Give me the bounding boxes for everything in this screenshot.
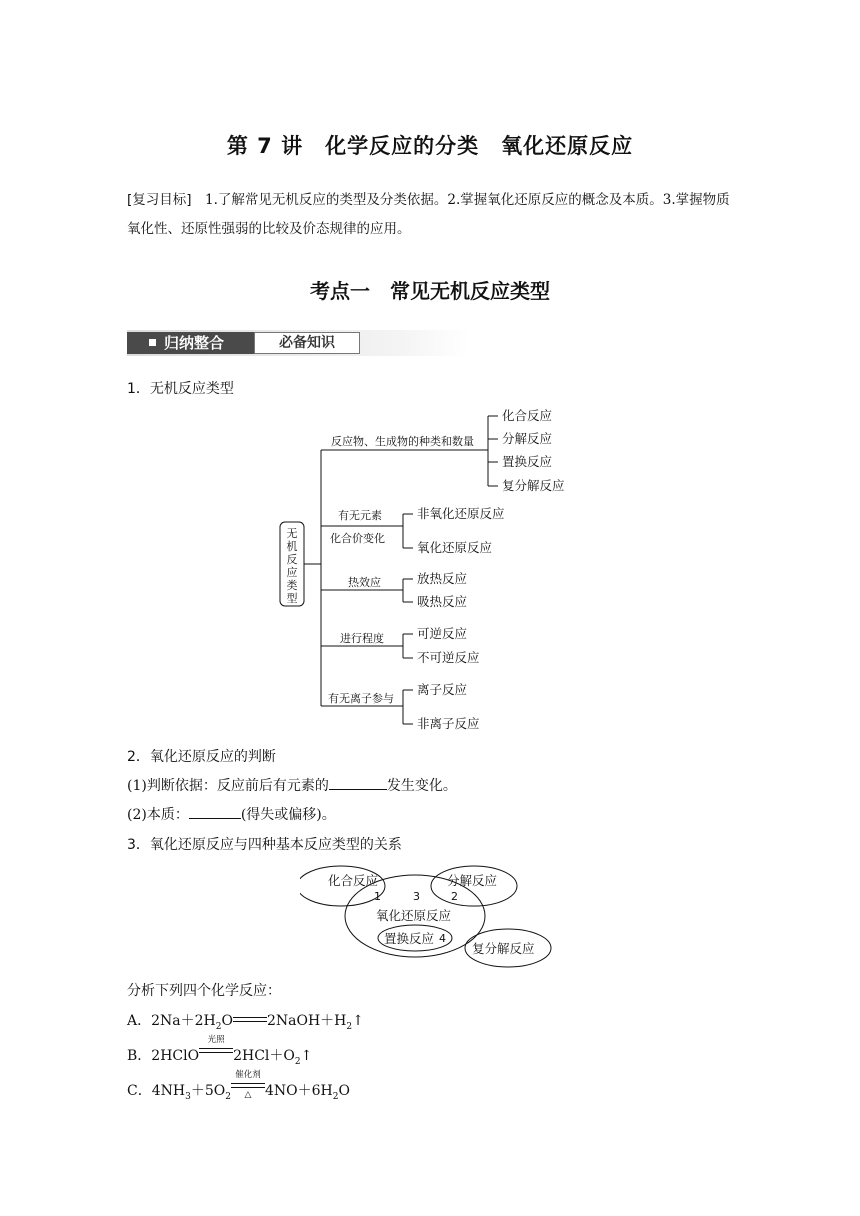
up-arrow-icon: ↑ (300, 1048, 313, 1064)
banner-light: 必备知识 (254, 332, 360, 354)
venn-number: 4 (439, 932, 446, 945)
leaf-label: 吸热反应 (417, 594, 468, 609)
leaf-label: 放热反应 (417, 571, 468, 586)
branch-label: 化合价变化 (330, 532, 385, 545)
condition-sign (231, 1070, 265, 1100)
venn-label: 氧化还原反应 (376, 908, 452, 923)
condition-top: 光照 (207, 1035, 225, 1045)
eq-sub: 3 (185, 1091, 191, 1102)
p1-text: (1)判断依据：反应前后有元素的 (127, 778, 329, 794)
heading-3: 3．氧化还原反应与四种基本反应类型的关系 (127, 837, 402, 853)
eq-part: O (338, 1083, 350, 1099)
up-arrow-icon: ↑ (352, 1013, 364, 1029)
leaf-label: 非氧化还原反应 (417, 506, 505, 521)
page-title: 第 7 讲 化学反应的分类 氧化还原反应 (226, 134, 634, 158)
fill-blank (329, 775, 387, 790)
eq-part: 2Na＋2H (151, 1013, 216, 1029)
eq-label: B． (127, 1048, 152, 1064)
review-objectives (127, 186, 739, 244)
equation-a (127, 1010, 364, 1032)
square-icon (149, 339, 156, 346)
leaf-label: 氧化还原反应 (417, 540, 493, 555)
eq-part: 4NH (151, 1083, 186, 1099)
eq-label: A． (127, 1013, 152, 1029)
section-banner (127, 330, 469, 356)
heading-1: 1．无机反应类型 (127, 381, 234, 397)
root-char: 型 (286, 592, 298, 605)
leaf-label: 分解反应 (502, 431, 553, 446)
banner-dark-label: 归纳整合 (164, 334, 225, 352)
heading-2: 2．氧化还原反应的判断 (127, 749, 276, 765)
equals-sign (233, 1015, 267, 1025)
venn-label: 分解反应 (447, 873, 498, 888)
paragraph-1 (127, 775, 457, 795)
venn-label: 化合反应 (328, 873, 379, 888)
root-char: 反 (286, 553, 298, 566)
leaf-label: 离子反应 (417, 682, 468, 697)
p1-text-end: 发生变化。 (386, 778, 457, 794)
branch-label: 有无离子参与 (328, 692, 394, 705)
eq-sub: 2 (294, 1056, 301, 1067)
venn-number: 3 (413, 890, 420, 903)
condition-top: 催化剂 (235, 1070, 261, 1080)
objectives-label: [复习目标] (127, 192, 192, 208)
p2-text-end: (得失或偏移)。 (240, 807, 336, 823)
condition-bottom: △ (244, 1090, 252, 1100)
leaf-label: 非离子反应 (417, 716, 480, 731)
branch-label: 进行程度 (340, 632, 384, 645)
leaf-label: 不可逆反应 (417, 650, 480, 665)
objectives-text: 1.了解常见无机反应的类型及分类依据。2.掌握氧化还原反应的概念及本质。3.掌握物质氧化性、还原性强弱的比较及价态规律的应用。 (127, 192, 730, 237)
root-char: 无 (286, 527, 298, 540)
banner-dark (127, 332, 254, 354)
eq-part: 2NaOH＋H (266, 1013, 347, 1029)
branch-label: 热效应 (348, 576, 381, 589)
branch-label: 有无元素 (338, 509, 382, 522)
leaf-label: 复分解反应 (502, 478, 565, 493)
leaf-label: 可逆反应 (417, 626, 468, 641)
classification-tree (270, 400, 590, 740)
venn-number: 2 (451, 890, 458, 903)
eq-part: O (221, 1013, 233, 1029)
venn-number: 1 (374, 890, 381, 903)
section-title: 考点一 常见无机反应类型 (310, 279, 550, 303)
eq-label: C． (127, 1083, 152, 1099)
equation-b (127, 1035, 313, 1067)
eq-sub: 2 (225, 1091, 231, 1102)
root-char: 机 (286, 540, 298, 553)
branch-label: 反应物、生成物的种类和数量 (331, 435, 474, 448)
eq-sub: 2 (332, 1091, 339, 1102)
venn-diagram (300, 860, 560, 970)
p2-text: (2)本质： (127, 807, 189, 823)
eq-sub: 2 (346, 1021, 353, 1032)
eq-part: 2HCl＋O (233, 1048, 295, 1064)
eq-part: 2HClO (151, 1048, 200, 1064)
paragraph-2 (127, 804, 336, 824)
leaf-label: 化合反应 (502, 408, 553, 423)
venn-label: 置换反应 (384, 931, 435, 946)
fill-blank (189, 804, 241, 819)
eq-part: 4NO＋6H (264, 1083, 333, 1099)
venn-label: 复分解反应 (472, 941, 535, 956)
equation-c (127, 1070, 350, 1102)
condition-sign (199, 1035, 233, 1060)
eq-sub: 2 (215, 1021, 222, 1032)
root-char: 类 (286, 579, 298, 592)
root-char: 应 (286, 566, 298, 579)
leaf-label: 置换反应 (502, 454, 553, 469)
analyze-text: 分析下列四个化学反应： (127, 983, 281, 999)
eq-part: ＋5O (190, 1083, 226, 1099)
